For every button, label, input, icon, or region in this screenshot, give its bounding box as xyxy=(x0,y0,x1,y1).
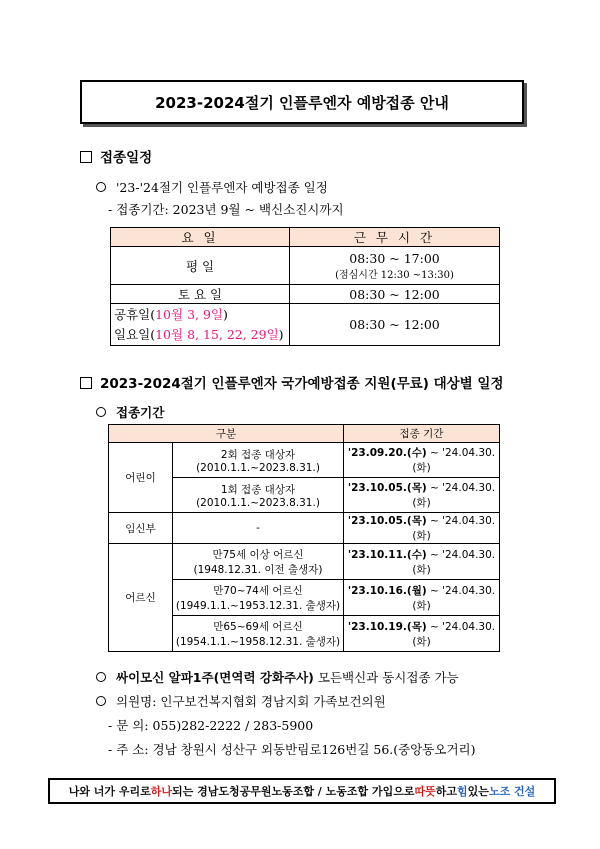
circle-bullet-icon xyxy=(96,672,106,682)
clinic-name: 의원명: 인구보건복지협회 경남지회 가족보건의원 xyxy=(116,694,386,709)
vaccine-note-bold: 싸이모신 알파1주(면역력 강화주사) xyxy=(116,670,314,685)
union-slogan-banner xyxy=(48,778,556,804)
header-day: 요 일 xyxy=(111,228,290,247)
slogan-highlight: 하나 xyxy=(150,785,173,798)
child-row-2-period xyxy=(344,478,500,513)
contact-line: - 문 의: 055)282-2222 / 283-5900 xyxy=(108,718,314,733)
row-name: 만70~74세 어르신 xyxy=(213,584,303,597)
period-end: ~ '24.04.30.(화) xyxy=(412,620,496,648)
circle-bullet-icon xyxy=(96,696,106,706)
header-category: 구분 xyxy=(109,425,344,443)
header-period: 접종 기간 xyxy=(344,425,500,443)
elder-row-3 xyxy=(173,616,344,652)
schedule-bullet xyxy=(96,178,328,196)
row-saturday xyxy=(111,285,500,304)
circle-bullet-icon xyxy=(96,407,106,417)
slogan-part: 있는 xyxy=(467,785,489,798)
sunday-text: 일요일( xyxy=(114,326,156,342)
elder-row-2 xyxy=(173,580,344,616)
child-row-2 xyxy=(173,478,344,513)
row-name: 만75세 이상 어르신 xyxy=(212,548,304,561)
row-range: (1954.1.1.~1958.12.31. 출생자) xyxy=(175,635,341,648)
holiday-time: 08:30 ~ 12:00 xyxy=(290,304,500,346)
slogan-highlight: 힘 xyxy=(457,785,468,798)
row-range: (1949.1.1.~1953.12.31. 출생자) xyxy=(175,599,341,612)
weekday-lunch: (점심시간 12:30 ~13:30) xyxy=(335,269,454,281)
section-schedule-label: 접종일정 xyxy=(100,150,153,166)
target-schedule-table xyxy=(108,424,500,652)
section-schedule-heading xyxy=(80,146,152,166)
support-bullet-text: 접종기간 xyxy=(116,405,165,420)
period-start: '23.10.16.(월) xyxy=(347,584,427,597)
child-group: 어린이 xyxy=(109,443,173,513)
slogan-part: 되는 경남도청공무원노동조합 / 노동조합 가입으로 xyxy=(172,785,415,798)
sunday-dates: 10월 8, 15, 22, 29일 xyxy=(155,326,279,342)
period-start: '23.10.05.(목) xyxy=(347,482,427,494)
period-end: ~ '24.04.30.(화) xyxy=(412,482,496,509)
period-end: ~ '24.04.30.(화) xyxy=(412,515,496,542)
address-line: - 주 소: 경남 창원시 성산구 외동반림로126번길 56.(중앙동오거리) xyxy=(108,742,476,757)
weekday-label: 평 일 xyxy=(111,247,290,285)
section-support-heading xyxy=(80,372,504,392)
hours-table-header xyxy=(111,228,500,247)
holiday-dates: 10월 3, 9일 xyxy=(155,306,223,322)
slogan-part: 하고 xyxy=(435,785,458,798)
slogan-part: 나와 너가 우리로 xyxy=(68,785,151,798)
saturday-time: 08:30 ~ 12:00 xyxy=(290,285,500,304)
circle-bullet-icon xyxy=(96,182,106,192)
section-support-label: 2023-2024절기 인플루엔자 국가예방접종 지원(무료) 대상별 일정 xyxy=(100,376,504,392)
elder-group: 어르신 xyxy=(109,544,173,652)
vaccine-note xyxy=(96,668,459,686)
row-name: 만65~69세 어르신 xyxy=(213,620,303,633)
child-row-1-period xyxy=(344,443,500,478)
row-weekday xyxy=(111,247,500,285)
vaccine-note-rest: 모든백신과 동시접종 가능 xyxy=(313,670,459,685)
holiday-line xyxy=(114,305,289,325)
table-row xyxy=(109,513,500,544)
row-name: 2회 접종 대상자 xyxy=(220,448,296,461)
period-end: ~ '24.04.30.(화) xyxy=(412,584,496,612)
target-table-header xyxy=(109,425,500,443)
elder-row-1 xyxy=(173,544,344,580)
holiday-text: 공휴일( xyxy=(114,306,156,322)
row-name: 1회 접종 대상자 xyxy=(220,483,296,496)
period-start: '23.10.05.(목) xyxy=(347,515,427,527)
schedule-bullet-text: '23-'24절기 인플루엔자 예방접종 일정 xyxy=(116,180,328,195)
row-range: (2010.1.1.~2023.8.31.) xyxy=(196,496,320,509)
period-end: ~ '24.04.30.(화) xyxy=(412,548,496,576)
elder-row-1-period xyxy=(344,544,500,580)
table-row xyxy=(109,443,500,478)
period-start: '23.10.11.(수) xyxy=(347,548,427,561)
checkbox-square-icon xyxy=(80,377,92,389)
row-range: (1948.12.31. 이전 출생자) xyxy=(193,563,323,576)
support-bullet xyxy=(96,403,164,421)
saturday-label: 토 요 일 xyxy=(111,285,290,304)
schedule-period: - 접종기간: 2023년 9월 ~ 백신소진시까지 xyxy=(108,202,344,217)
hours-table xyxy=(110,227,500,346)
sunday-close: ) xyxy=(278,326,284,342)
table-row xyxy=(109,544,500,580)
slogan-highlight: 따뜻 xyxy=(414,785,436,798)
slogan-highlight: 노조 건설 xyxy=(488,785,536,798)
elder-row-2-period xyxy=(344,580,500,616)
header-hours: 근 무 시 간 xyxy=(290,228,500,247)
weekday-hours xyxy=(290,247,500,285)
pregnant-period xyxy=(344,513,500,544)
weekday-time: 08:30 ~ 17:00 xyxy=(349,250,440,266)
row-holiday xyxy=(111,304,500,346)
period-start: '23.10.19.(목) xyxy=(347,620,427,633)
clinic-note xyxy=(96,692,386,710)
holiday-close: ) xyxy=(223,306,228,322)
sunday-line xyxy=(114,325,289,345)
elder-row-3-period xyxy=(344,616,500,652)
page-title: 2023-2024절기 인플루엔자 예방접종 안내 xyxy=(80,80,524,124)
period-start: '23.09.20.(수) xyxy=(347,447,427,459)
checkbox-square-icon xyxy=(80,151,92,163)
period-end: ~ '24.04.30.(화) xyxy=(412,447,496,474)
child-row-1 xyxy=(173,443,344,478)
row-range: (2010.1.1.~2023.8.31.) xyxy=(196,461,320,474)
pregnant-group: 임신부 xyxy=(109,513,173,544)
pregnant-desc: - xyxy=(173,513,344,544)
holiday-label xyxy=(111,304,290,346)
